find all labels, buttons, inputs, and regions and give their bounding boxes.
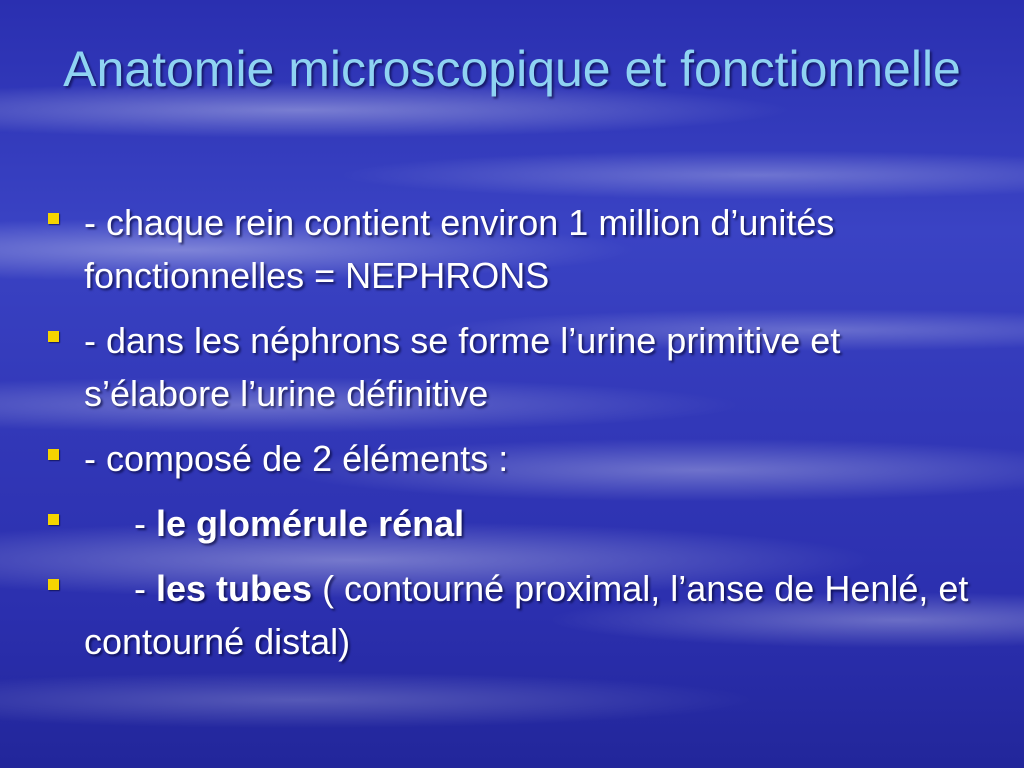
list-item-bold-term: le glomérule rénal: [156, 503, 465, 544]
list-item: [40, 432, 980, 485]
square-bullet-icon: [48, 449, 59, 460]
list-item: [40, 196, 980, 302]
list-item-text: - composé de 2 éléments :: [84, 438, 509, 479]
list-item-prefix: -: [134, 568, 156, 609]
list-item-bold-term: les tubes: [156, 568, 313, 609]
list-item-rest: ( contourné proximal, l’anse de Henlé, et contourné distal): [84, 568, 969, 662]
bullet-list: [40, 196, 980, 680]
list-item: [40, 497, 980, 550]
square-bullet-icon: [48, 331, 59, 342]
list-item-text: - dans les néphrons se forme l’urine primitive et s’élabore l’urine définitive: [84, 320, 841, 414]
square-bullet-icon: [48, 579, 59, 590]
list-item-text: - chaque rein contient environ 1 million d’unités fonctionnelles = NEPHRONS: [84, 202, 835, 296]
square-bullet-icon: [48, 514, 59, 525]
slide-title: Anatomie microscopique et fonctionnelle: [63, 41, 961, 97]
square-bullet-icon: [48, 213, 59, 224]
list-item: [40, 314, 980, 420]
list-item: [40, 562, 980, 668]
list-item-prefix: -: [134, 503, 156, 544]
